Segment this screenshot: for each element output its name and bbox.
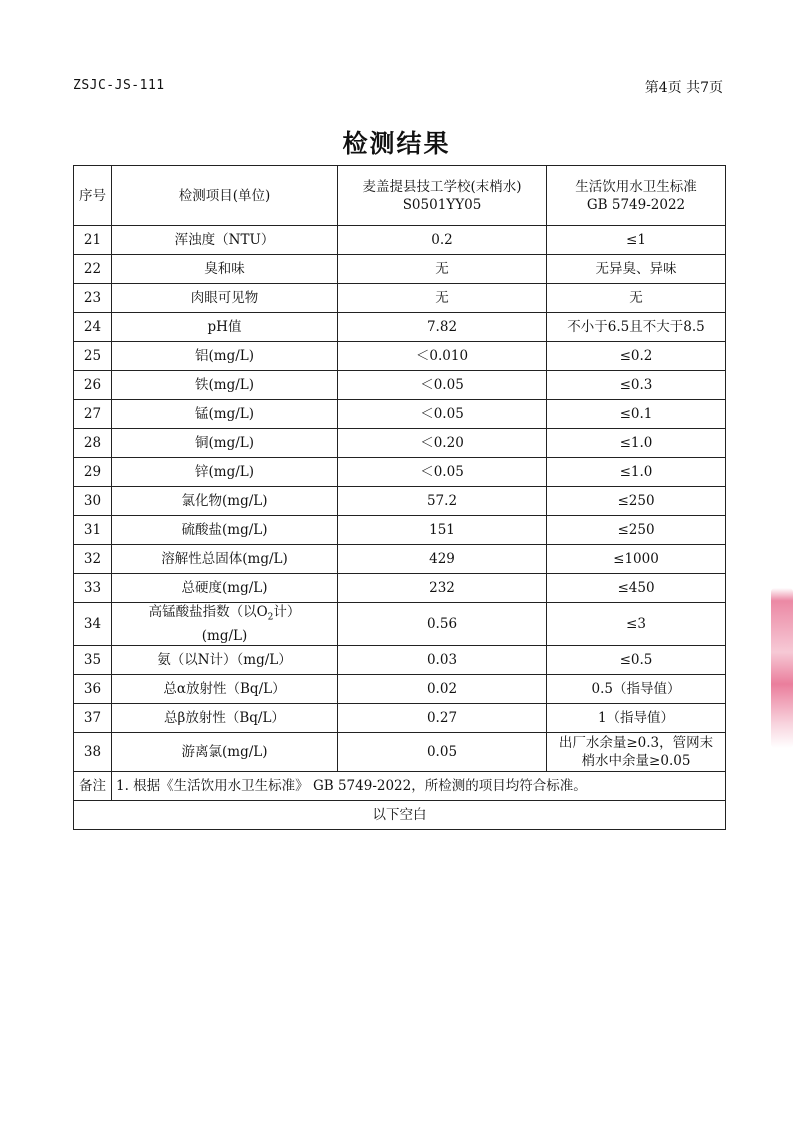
row-index: 23 [74, 284, 112, 313]
row-result: ＜0.20 [338, 429, 547, 458]
row-index: 36 [74, 674, 112, 703]
row-standard-line2: 梢水中余量≥0.05 [581, 752, 691, 769]
row-standard: ≤1.0 [547, 458, 726, 487]
row-result: 0.56 [338, 603, 547, 646]
page-number: 第4页 共7页 [644, 80, 723, 96]
row-item: 臭和味 [112, 255, 338, 284]
note-label: 备注 [74, 771, 112, 800]
row-result: 无 [338, 284, 547, 313]
note-text: 1. 根据《生活饮用水卫生标准》 GB 5749-2022，所检测的项目均符合标准。 [112, 771, 726, 800]
row-result: ＜0.05 [338, 400, 547, 429]
row-item: 总硬度(mg/L) [112, 574, 338, 603]
row-standard: ≤250 [547, 487, 726, 516]
row-result: 0.27 [338, 703, 547, 732]
row-result: ＜0.05 [338, 371, 547, 400]
table-row [74, 487, 726, 516]
row-standard-line1: 出厂水余量≥0.3，管网末 [558, 734, 714, 751]
row-index: 25 [74, 342, 112, 371]
row-result: 0.2 [338, 226, 547, 255]
row-standard: ≤250 [547, 516, 726, 545]
row-index: 38 [74, 732, 112, 771]
row-result: ＜0.010 [338, 342, 547, 371]
row-item: 浑浊度（NTU） [112, 226, 338, 255]
row-result: 151 [338, 516, 547, 545]
row-index: 32 [74, 545, 112, 574]
row-result: ＜0.05 [338, 458, 547, 487]
table-row [74, 458, 726, 487]
results-table [73, 165, 726, 830]
table-row [74, 400, 726, 429]
row-standard: ≤3 [547, 603, 726, 646]
row-result: 57.2 [338, 487, 547, 516]
row-item: 溶解性总固体(mg/L) [112, 545, 338, 574]
document-code: ZSJC-JS-111 [73, 78, 165, 93]
row-result: 232 [338, 574, 547, 603]
row-result: 0.05 [338, 732, 547, 771]
row-standard: ≤0.2 [547, 342, 726, 371]
table-row [74, 645, 726, 674]
table-row [74, 371, 726, 400]
blank-row [74, 800, 726, 829]
row-item: 氨（以N计）（mg/L） [112, 645, 338, 674]
row-item [112, 603, 338, 646]
table-row [74, 255, 726, 284]
row-standard: 无 [547, 284, 726, 313]
header-standard-name: 生活饮用水卫生标准 [575, 178, 697, 195]
row-result: 无 [338, 255, 547, 284]
row-result: 0.02 [338, 674, 547, 703]
header-standard [547, 166, 726, 226]
row-index: 27 [74, 400, 112, 429]
row-item-line1 [116, 603, 333, 627]
row-index: 26 [74, 371, 112, 400]
row-index: 33 [74, 574, 112, 603]
table-row [74, 313, 726, 342]
table-row [74, 674, 726, 703]
row-item-prefix: 高锰酸盐指数（以O [148, 604, 268, 620]
row-item: 氯化物(mg/L) [112, 487, 338, 516]
row-index: 35 [74, 645, 112, 674]
table-row [74, 226, 726, 255]
row-index: 31 [74, 516, 112, 545]
row-result: 7.82 [338, 313, 547, 342]
row-item: 锰(mg/L) [112, 400, 338, 429]
row-standard: ≤1.0 [547, 429, 726, 458]
row-item: 总β放射性（Bq/L） [112, 703, 338, 732]
seal-stamp-edge [771, 588, 793, 748]
page-title: 检测结果 [342, 129, 451, 158]
row-index: 37 [74, 703, 112, 732]
row-item: pH值 [112, 313, 338, 342]
row-standard: ≤0.5 [547, 645, 726, 674]
row-item: 铁(mg/L) [112, 371, 338, 400]
row-standard: 不小于6.5且不大于8.5 [547, 313, 726, 342]
header-result-code: S0501YY05 [402, 196, 482, 213]
row-item: 铝(mg/L) [112, 342, 338, 371]
table-row [74, 603, 726, 646]
row-index: 34 [74, 603, 112, 646]
note-row [74, 771, 726, 800]
table-header-row [74, 166, 726, 226]
table-row [74, 703, 726, 732]
row-item-line2: (mg/L) [201, 627, 248, 644]
row-index: 29 [74, 458, 112, 487]
row-item-suffix: 计） [273, 604, 301, 620]
table-row [74, 516, 726, 545]
row-item: 肉眼可见物 [112, 284, 338, 313]
row-item: 总α放射性（Bq/L） [112, 674, 338, 703]
table-row [74, 342, 726, 371]
blank-text: 以下空白 [74, 800, 726, 829]
row-standard: 0.5（指导值） [547, 674, 726, 703]
row-standard: ≤1000 [547, 545, 726, 574]
row-standard: 无异臭、异味 [547, 255, 726, 284]
row-standard: ≤0.3 [547, 371, 726, 400]
row-index: 21 [74, 226, 112, 255]
row-item: 铜(mg/L) [112, 429, 338, 458]
table-row [74, 545, 726, 574]
row-item-subscript: 2 [267, 612, 274, 623]
row-index: 30 [74, 487, 112, 516]
table-row [74, 574, 726, 603]
header-index: 序号 [74, 166, 112, 226]
header-standard-code: GB 5749-2022 [586, 196, 686, 213]
row-standard: ≤0.1 [547, 400, 726, 429]
header-result-sample: 麦盖提县技工学校(末梢水) [362, 178, 522, 195]
table-row [74, 732, 726, 771]
row-standard: ≤450 [547, 574, 726, 603]
row-item: 锌(mg/L) [112, 458, 338, 487]
row-index: 28 [74, 429, 112, 458]
row-item: 游离氯(mg/L) [112, 732, 338, 771]
row-standard: ≤1 [547, 226, 726, 255]
table-row [74, 284, 726, 313]
header-item: 检测项目(单位) [112, 166, 338, 226]
row-result: 429 [338, 545, 547, 574]
row-result: 0.03 [338, 645, 547, 674]
row-standard [547, 732, 726, 771]
row-index: 24 [74, 313, 112, 342]
header-result [338, 166, 547, 226]
row-standard: 1（指导值） [547, 703, 726, 732]
table-row [74, 429, 726, 458]
row-index: 22 [74, 255, 112, 284]
row-item: 硫酸盐(mg/L) [112, 516, 338, 545]
